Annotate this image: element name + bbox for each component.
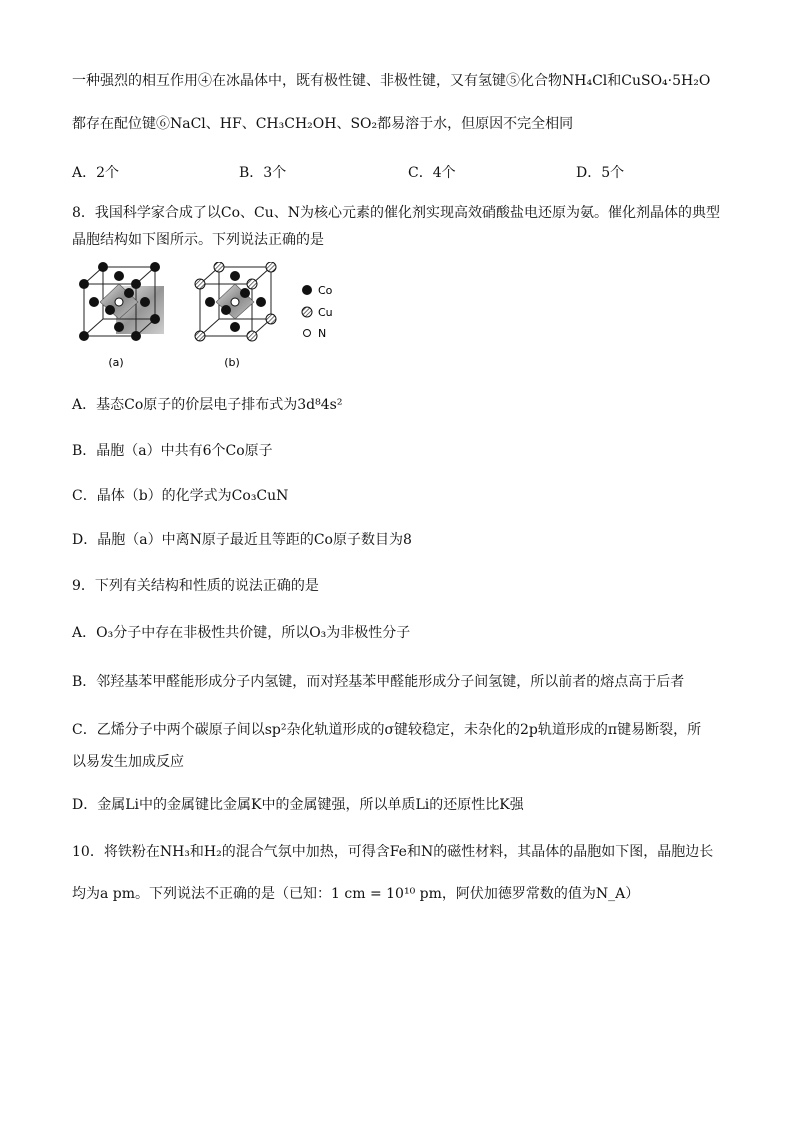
- cell-b-label: (b): [224, 356, 240, 369]
- legend-n: N: [318, 327, 327, 340]
- q9-option-a[interactable]: A．O₃分子中存在非极性共价键，所以O₃为非极性分子: [72, 625, 411, 641]
- cell-a: [79, 262, 164, 369]
- legend-cu: Cu: [318, 306, 333, 319]
- q8-option-a[interactable]: A．基态Co原子的价层电子排布式为3d⁸4s²: [72, 397, 343, 413]
- q7-option-d[interactable]: D．5个: [576, 165, 625, 181]
- q9-option-b[interactable]: B．邻羟基苯甲醛能形成分子内氢键，而对羟基苯甲醛能形成分子间氢键，所以前者的熔点高于后者: [72, 674, 685, 690]
- q8-option-c[interactable]: C．晶体（b）的化学式为Co₃CuN: [72, 488, 289, 504]
- cu-legend-icon: [302, 307, 312, 317]
- q9-option-c-line-1[interactable]: C．乙烯分子中两个碳原子间以sp²杂化轨道形成的σ键较稳定，未杂化的2p轨道形成的π键易断裂，所: [72, 722, 702, 738]
- q8-option-d[interactable]: D．晶胞（a）中离N原子最近且等距的Co原子数目为8: [72, 532, 412, 548]
- intro-line-1: 一种强烈的相互作用④在冰晶体中，既有极性键、非极性键，又有氢键⑤化合物NH₄Cl和CuSO₄·5H₂O: [72, 73, 711, 89]
- q7-option-c[interactable]: C．4个: [408, 165, 456, 181]
- q7-option-a[interactable]: A．2个: [72, 165, 120, 181]
- crystal-cell-figure: [72, 262, 372, 374]
- intro-line-2: 都存在配位键⑥NaCl、HF、CH₃CH₂OH、SO₂都易溶于水，但原因不完全相同: [72, 116, 574, 132]
- legend-co: Co: [318, 284, 333, 297]
- q8-option-b[interactable]: B．晶胞（a）中共有6个Co原子: [72, 443, 273, 459]
- n-legend-icon: [304, 330, 311, 337]
- co-legend-icon: [302, 285, 312, 295]
- q9-option-d[interactable]: D．金属Li中的金属键比金属K中的金属键强，所以单质Li的还原性比K强: [72, 797, 524, 813]
- q8-stem-line-2: 晶胞结构如下图所示。下列说法正确的是: [72, 232, 324, 248]
- q9-option-c-line-2[interactable]: 以易发生加成反应: [72, 754, 184, 770]
- q10-stem-line-1: 10．将铁粉在NH₃和H₂的混合气氛中加热，可得含Fe和N的磁性材料，其晶体的晶胞如下图，晶胞边长: [72, 844, 714, 860]
- crystal-cell-svg: [72, 262, 372, 374]
- q10-stem-line-2: 均为a pm。下列说法不正确的是（已知：1 cm = 10¹⁰ pm，阿伏加德罗常数的值为N_A）: [72, 886, 640, 902]
- cell-b: [195, 262, 276, 369]
- q7-option-b[interactable]: B．3个: [239, 165, 287, 181]
- q7-options: [72, 162, 732, 180]
- q9-stem: 9．下列有关结构和性质的说法正确的是: [72, 578, 319, 594]
- cell-a-label: (a): [108, 356, 124, 369]
- q8-stem-line-1: 8．我国科学家合成了以Co、Cu、N为核心元素的催化剂实现高效硝酸盐电还原为氨。催化剂晶体的典型: [72, 205, 721, 221]
- figure-legend: [302, 284, 333, 340]
